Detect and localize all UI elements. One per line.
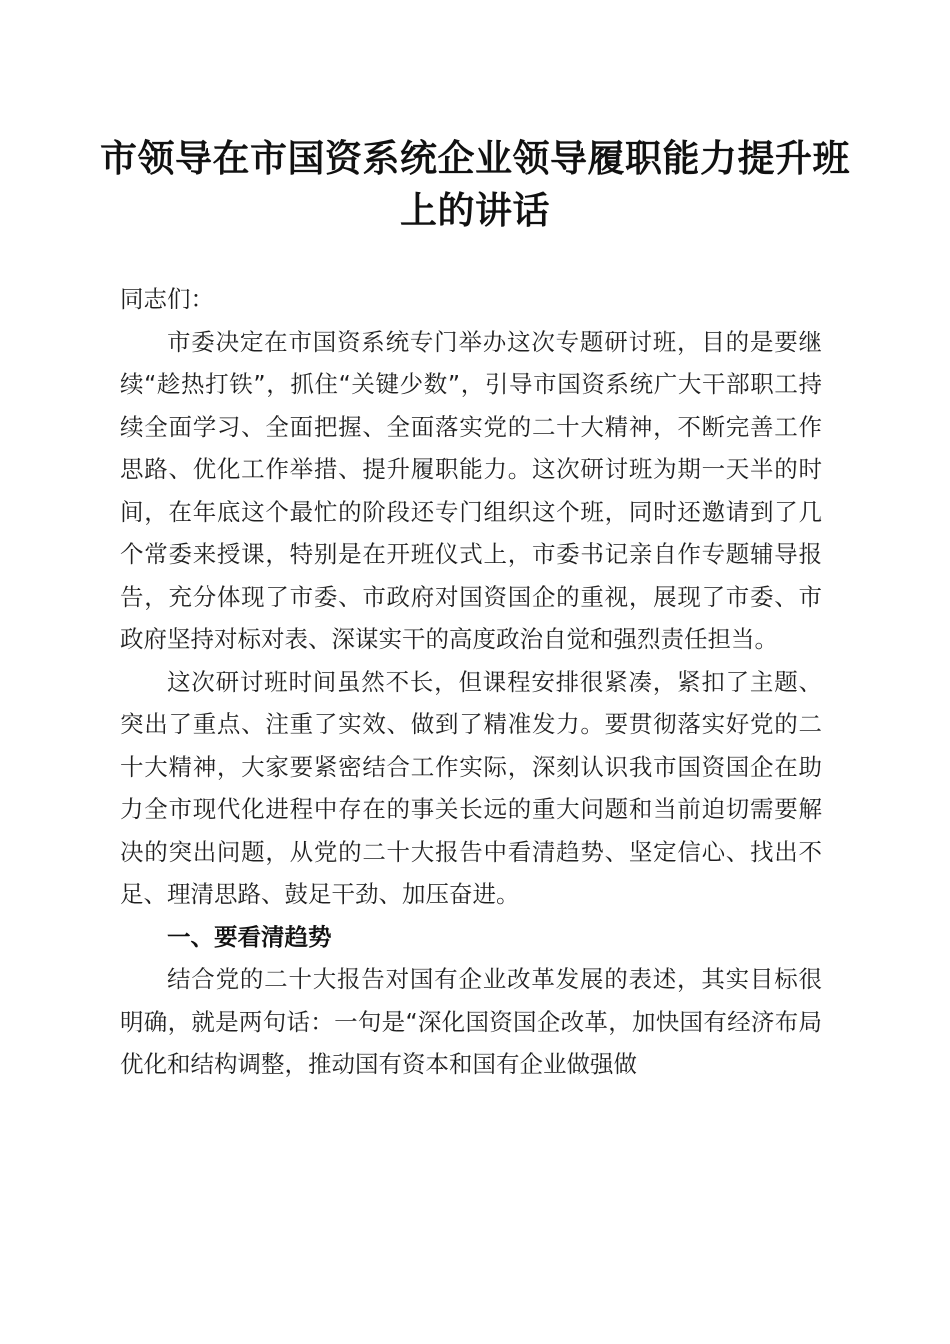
title-line-1: 市领导在市国资系统企业领导履职能力提升班 bbox=[100, 136, 850, 180]
paragraph-2: 这次研讨班时间虽然不长，但课程安排很紧凑，紧扣了主题、突出了重点、注重了实效、做到了精准发力。要贯彻落实好党的二十大精神，大家要紧密结合工作实际，深刻认识我市国资国企在助力全市现代化进程中存在的事关长远的重大问题和当前迫切需要解决的突出问题，从党的二十大报告中看清趋势、坚定信心、找出不足、理清思路、鼓足干劲、加压奋进。 bbox=[120, 667, 822, 908]
section-paragraph: 结合党的二十大报告对国有企业改革发展的表述，其实目标很明确，就是两句话：一句是“深化国资国企改革，加快国有经济布局优化和结构调整，推动国有资本和国有企业做强做 bbox=[120, 965, 822, 1078]
document-body bbox=[120, 278, 822, 1086]
document-title bbox=[100, 132, 850, 236]
salutation: 同志们： bbox=[120, 285, 214, 313]
title-line-2: 上的讲话 bbox=[400, 188, 550, 232]
paragraph-1: 市委决定在市国资系统专门举办这次专题研讨班，目的是要继续“趁热打铁”，抓住“关键少数”，引导市国资系统广大干部职工持续全面学习、全面把握、全面落实党的二十大精神，不断完善工作思路、优化工作举措、提升履职能力。这次研讨班为期一天半的时间，在年底这个最忙的阶段还专门组织这个班，同时还邀请到了几个常委来授课，特别是在开班仪式上，市委书记亲自作专题辅导报告，充分体现了市委、市政府对国资国企的重视，展现了市委、市政府坚持对标对表、深谋实干的高度政治自觉和强烈责任担当。 bbox=[120, 327, 822, 653]
section-heading: 一、要看清趋势 bbox=[167, 922, 332, 951]
